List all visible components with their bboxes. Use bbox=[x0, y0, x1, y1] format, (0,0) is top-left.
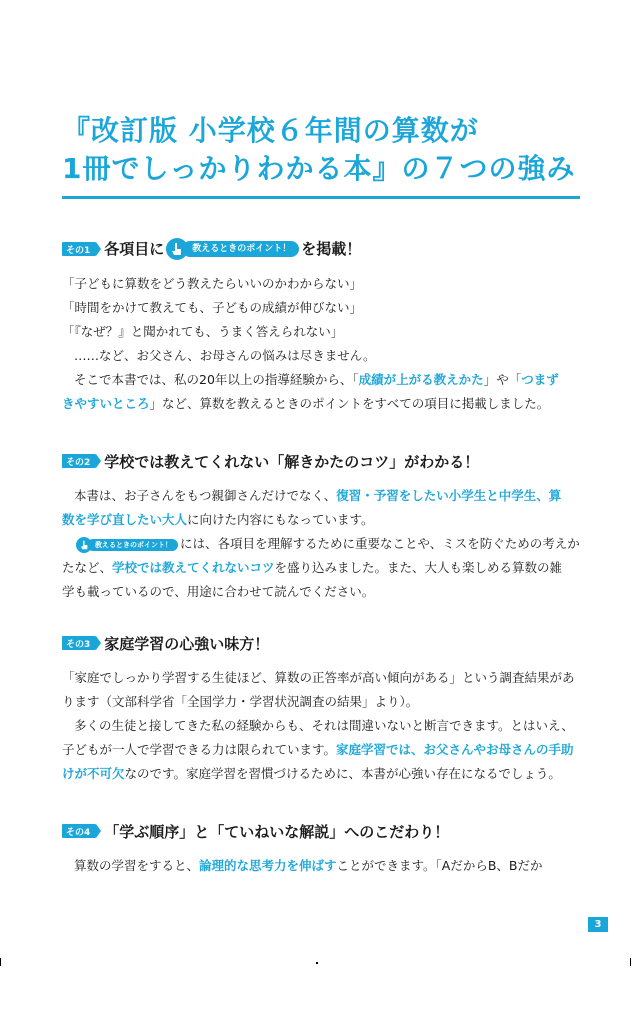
section-1-line-5-a: そこで本書では、私の20年以上の指導経験から、「 bbox=[74, 372, 359, 387]
section-1-tag: その1 bbox=[62, 242, 96, 256]
section-3-title: 家庭学習の心強い味方！ bbox=[104, 634, 270, 653]
section-2-line-2-b: に向けた内容にもなっています。 bbox=[187, 512, 374, 527]
section-2-header bbox=[62, 448, 582, 474]
highlight-stumble-b: きやすいところ bbox=[62, 396, 150, 411]
highlight-logical-thinking: 論理的な思考力を伸ばす bbox=[199, 858, 337, 873]
section-2 bbox=[62, 448, 582, 604]
section-4 bbox=[62, 818, 582, 878]
crop-mark-left bbox=[0, 958, 1, 966]
section-1-line-5-b: 」や「 bbox=[483, 372, 522, 387]
section-1-title-after: を掲載！ bbox=[301, 239, 362, 258]
crop-mark-right bbox=[630, 958, 631, 966]
section-1-line-6-c: 」など、算数を教えるときのポイントをすべての項目に掲載しました。 bbox=[149, 396, 550, 411]
section-1-line-4: ……など、お父さん、お母さんの悩みは尽きません。 bbox=[74, 348, 376, 363]
section-2-title: 学校では教えてくれない「解きかたのコツ」がわかる！ bbox=[104, 452, 480, 471]
title-line-1: 『改訂版 小学校６年間の算数が bbox=[62, 114, 479, 147]
highlight-adult-relearn: 数を学び直したい大人 bbox=[62, 512, 188, 527]
pointing-hand-icon bbox=[166, 238, 188, 260]
section-4-header bbox=[62, 818, 582, 844]
highlight-home-help-a: 家庭学習では、お父さんやお母さんの手助 bbox=[336, 742, 574, 757]
page-number: 3 bbox=[588, 917, 608, 932]
section-4-line-1-a: 算数の学習をすると、 bbox=[74, 858, 200, 873]
section-2-line-3-b: には、各項目を理解するために重要なことや、ミスを防ぐための考えか bbox=[180, 536, 580, 551]
section-3-line-5 bbox=[62, 762, 582, 786]
section-3-header bbox=[62, 630, 582, 656]
section-1-line-2: 「時間をかけて教えても、子どもの成績が伸びない」 bbox=[62, 300, 363, 315]
section-1 bbox=[62, 236, 582, 416]
section-1-title-before: 各項目に bbox=[104, 239, 165, 258]
section-3-line-4-a: 子どもが一人で学習できる力は限られています。 bbox=[62, 742, 337, 757]
section-3-tag: その3 bbox=[62, 636, 96, 650]
highlight-home-help-b: けが不可欠 bbox=[62, 766, 125, 781]
title-rule bbox=[62, 196, 580, 199]
section-3 bbox=[62, 630, 582, 786]
section-4-line-1-b: ことができます。「AだからB、Bだか bbox=[336, 858, 543, 873]
point-badge bbox=[166, 238, 299, 260]
highlight-school-tips: 学校では教えてくれないコツ bbox=[112, 560, 275, 575]
title-line-2: 1冊でしっかりわかる本』の７つの強み bbox=[62, 152, 576, 185]
section-2-line-4 bbox=[62, 556, 582, 580]
section-2-line-5: 学も載っているので、用途に合わせて読んでください。 bbox=[62, 584, 375, 599]
point-badge-inline bbox=[76, 537, 178, 553]
section-2-line-1 bbox=[62, 484, 582, 508]
section-3-line-2: ります（文部科学省「全国学力・学習状況調査の結果」より）。 bbox=[62, 694, 419, 709]
page-title bbox=[62, 112, 602, 188]
section-2-line-1-a: 本書は、お子さんをもつ親御さんだけでなく、 bbox=[74, 488, 337, 503]
section-1-line-3: 「『なぜ？』と聞かれても、うまく答えられない」 bbox=[62, 324, 344, 339]
section-2-line-3 bbox=[62, 532, 582, 556]
highlight-stumble-a: つまず bbox=[521, 372, 559, 387]
section-3-line-1: 「家庭でしっかり学習する生徒ほど、算数の正答率が高い傾向がある」という調査結果があ bbox=[62, 670, 575, 685]
section-2-line-2 bbox=[62, 508, 582, 532]
section-3-line-3: 多くの生徒と接してきた私の経験からも、それは間違いないと断言できます。とはいえ、 bbox=[74, 718, 574, 733]
section-4-line-1 bbox=[62, 854, 582, 878]
highlight-review-preview: 復習・予習をしたい小学生と中学生、算 bbox=[336, 488, 562, 503]
section-3-line-4 bbox=[62, 738, 582, 762]
section-4-tag: その4 bbox=[62, 824, 96, 838]
section-1-line-1: 「子どもに算数をどう教えたらいいのかわからない」 bbox=[62, 276, 363, 291]
section-1-line-6 bbox=[62, 392, 582, 416]
section-2-tag: その2 bbox=[62, 454, 96, 468]
crop-mark-center bbox=[316, 962, 318, 964]
section-1-line-5 bbox=[62, 368, 582, 392]
section-4-title: 「学ぶ順序」と「ていねいな解説」へのこだわり！ bbox=[104, 822, 450, 841]
point-badge-inline-label: 教えるときのポイント！ bbox=[87, 539, 178, 551]
section-1-title bbox=[104, 238, 361, 261]
section-2-line-4-b: を盛り込みました。また、大人も楽しめる算数の雑 bbox=[274, 560, 563, 575]
section-1-header bbox=[62, 236, 582, 262]
highlight-grades-up: 成績が上がる教えかた bbox=[358, 372, 484, 387]
section-2-line-4-a: たなど、 bbox=[62, 560, 113, 575]
section-3-line-5-b: なのです。家庭学習を習慣づけるために、本書が心強い存在になるでしょう。 bbox=[124, 766, 561, 781]
pointing-hand-icon bbox=[76, 537, 92, 553]
point-badge-label: 教えるときのポイント！ bbox=[182, 241, 299, 257]
